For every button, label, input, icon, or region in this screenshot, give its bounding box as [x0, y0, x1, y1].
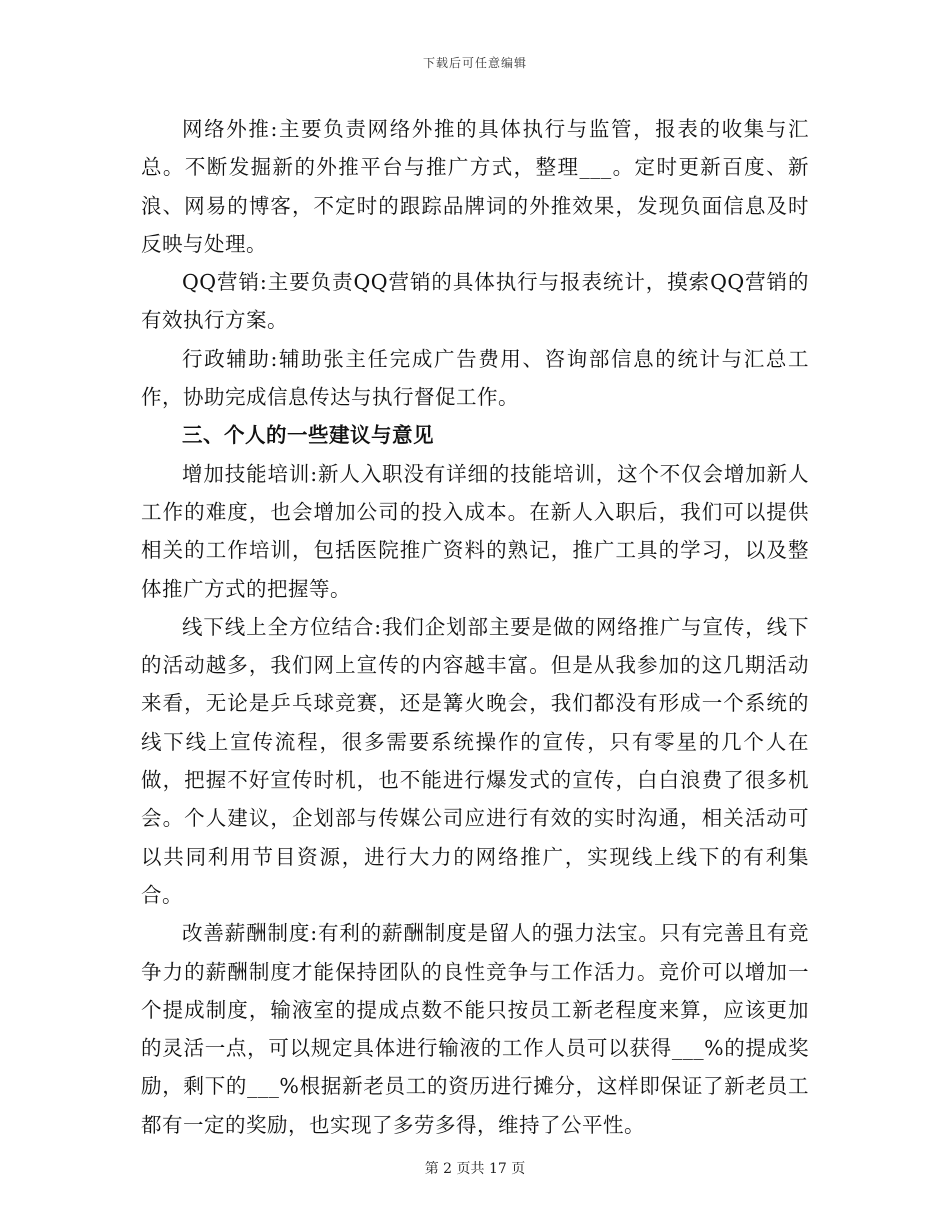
paragraph-qq-marketing: QQ营销:主要负责QQ营销的具体执行与报表统计，摸索QQ营销的有效执行方案。: [141, 270, 809, 333]
paragraph-network-promotion: 网络外推:主要负责网络外推的具体执行与监管，报表的收集与汇总。不断发掘新的外推平台与推广方式，整理___。定时更新百度、新浪、网易的博客，不定时的跟踪品牌词的外推效果，发现负面信息及时反映与处理。: [141, 117, 809, 256]
paragraph-skill-training: 增加技能培训:新人入职没有详细的技能培训，这个不仅会增加新人工作的难度，也会增加公司的投入成本。在新人入职后，我们可以提供相关的工作培训，包括医院推广资料的熟记，推广工具的学习，以及整体推广方式的把握等。: [141, 461, 809, 601]
paragraph-online-offline: 线下线上全方位结合:我们企划部主要是做的网络推广与宣传，线下的活动越多，我们网上宣传的内容越丰富。但是从我参加的这几期活动来看，无论是乒乓球竞赛，还是篝火晚会，我们都没有形成一个系统的线下线上宣传流程，很多需要系统操作的宣传，只有零星的几个人在做，把握不好宣传时机，也不能进行爆发式的宣传，白白浪费了很多机会。个人建议，企划部与传媒公司应进行有效的实时沟通，相关活动可以共同利用节目资源，进行大力的网络推广，实现线上线下的有利集合。: [141, 614, 809, 907]
paragraph-admin-assist: 行政辅助:辅助张主任完成广告费用、咨询部信息的统计与汇总工作，协助完成信息传达与执行督促工作。: [141, 346, 809, 410]
document-body: [141, 110, 809, 1144]
page-number: 第 2 页共 17 页: [424, 1161, 526, 1177]
paragraph-salary-system: 改善薪酬制度:有利的薪酬制度是留人的强力法宝。只有完善且有竞争力的薪酬制度才能保持团队的良性竞争与工作活力。竞价可以增加一个提成制度，输液室的提成点数不能只按员工新老程度来算，应该更加的灵活一点，可以规定具体进行输液的工作人员可以获得___%的提成奖励，剩下的___%根据新老员工的资历进行摊分，这样即保证了新老员工都有一定的奖励，也实现了多劳多得，维持了公平性。: [141, 921, 809, 1137]
page-header: 下载后可任意编辑: [422, 56, 527, 70]
section-heading: 三、个人的一些建议与意见: [182, 423, 434, 448]
